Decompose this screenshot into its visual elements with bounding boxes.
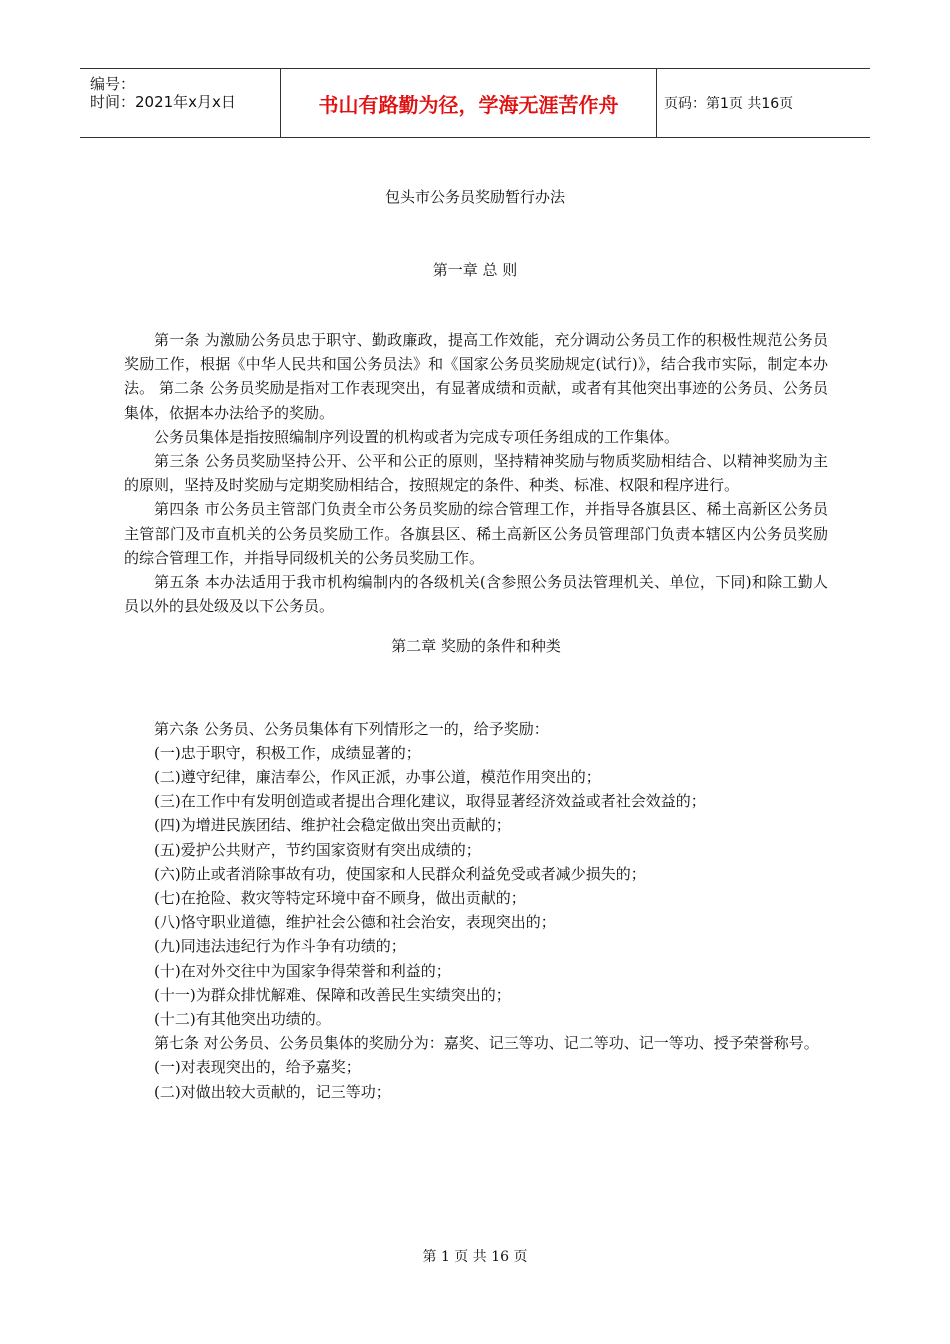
list-item: (十一)为群众排忧解难、保障和改善民生实绩突出的；	[154, 985, 511, 1004]
list-item: (六)防止或者消除事故有功，使国家和人民群众利益免受或者减少损失的；	[154, 864, 646, 883]
list-item: (一)对表现突出的，给予嘉奖；	[154, 1058, 361, 1077]
list-item: (七)在抢险、救灾等特定环境中奋不顾身，做出贡献的；	[154, 889, 526, 908]
list-item: (十二)有其他突出功绩的。	[154, 1010, 331, 1029]
time-label: 时间：2021年x月x日	[90, 93, 236, 111]
list-item: (八)恪守职业道德，维护社会公德和社会治安，表现突出的；	[154, 913, 556, 932]
header-motto: 书山有路勤为径，学海无涯苦作舟	[281, 69, 657, 137]
list-item: (一)忠于职守，积极工作，成绩显著的；	[154, 743, 421, 762]
document-body	[124, 328, 828, 1104]
page-header	[80, 68, 870, 138]
list-item: (五)爱护公共财产，节约国家资财有突出成绩的；	[154, 840, 481, 859]
list-item: (四)为增进民族团结、维护社会稳定做出突出贡献的；	[154, 816, 511, 835]
list-item: (二)遵守纪律，廉洁奉公，作风正派，办事公道，模范作用突出的；	[154, 768, 601, 787]
document-title: 包头市公务员奖励暂行办法	[384, 188, 565, 206]
paragraph: 第四条 市公务员主管部门负责全市公务员奖励的综合管理工作，并指导各旗县区、稀土高新区公务员主管部门及市直机关的公务员奖励工作。各旗县区、稀土高新区公务员管理部门负责本辖区内公务员奖励的综合管理工作，并指导同级机关的公务员奖励工作。	[124, 500, 828, 567]
header-page-info: 页码：第1页 共16页	[664, 96, 794, 112]
page-footer: 第 1 页 共 16 页	[422, 1249, 528, 1265]
list-item: (二)对做出较大贡献的，记三等功；	[154, 1082, 391, 1101]
paragraph: 第五条 本办法适用于我市机构编制内的各级机关(含参照公务员法管理机关、单位，下同)和除工勤人员以外的县处级及以下公务员。	[124, 573, 828, 616]
paragraph: 第六条 公务员、公务员集体有下列情形之一的，给予奖励：	[154, 719, 549, 738]
chapter-heading-2: 第二章 奖励的条件和种类	[391, 637, 561, 656]
list-item: (三)在工作中有发明创造或者提出合理化建议，取得显著经济效益或者社会效益的；	[154, 792, 706, 811]
paragraph: 公务员集体是指按照编制序列设置的机构或者为完成专项任务组成的工作集体。	[154, 427, 680, 446]
paragraph: 第七条 对公务员、公务员集体的奖励分为：嘉奖、记三等功、记二等功、记一等功、授予荣誉称号。	[154, 1034, 819, 1053]
list-item: (十)在对外交往中为国家争得荣誉和利益的；	[154, 961, 451, 980]
list-item: (九)同违法违纪行为作斗争有功绩的；	[154, 937, 406, 956]
number-label: 编号：	[90, 75, 136, 93]
paragraph: 第三条 公务员奖励坚持公开、公平和公正的原则，坚持精神奖励与物质奖励相结合、以精神奖励为主的原则，坚持及时奖励与定期奖励相结合，按照规定的条件、种类、标准、权限和程序进行。	[124, 452, 828, 495]
header-meta	[80, 69, 281, 137]
paragraph: 第一条 为激励公务员忠于职守、勤政廉政，提高工作效能，充分调动公务员工作的积极性规范公务员奖励工作，根据《中华人民共和国公务员法》和《国家公务员奖励规定(试行)》，结合我市实际，制定本办法。 第二条 公务员奖励是指对工作表现突出，有显著成绩和贡献，或者有其他突出事迹的公务员、公务员集体，依据本办法给予的奖励。	[124, 331, 828, 422]
chapter-heading-1: 第一章 总 则	[432, 261, 518, 279]
